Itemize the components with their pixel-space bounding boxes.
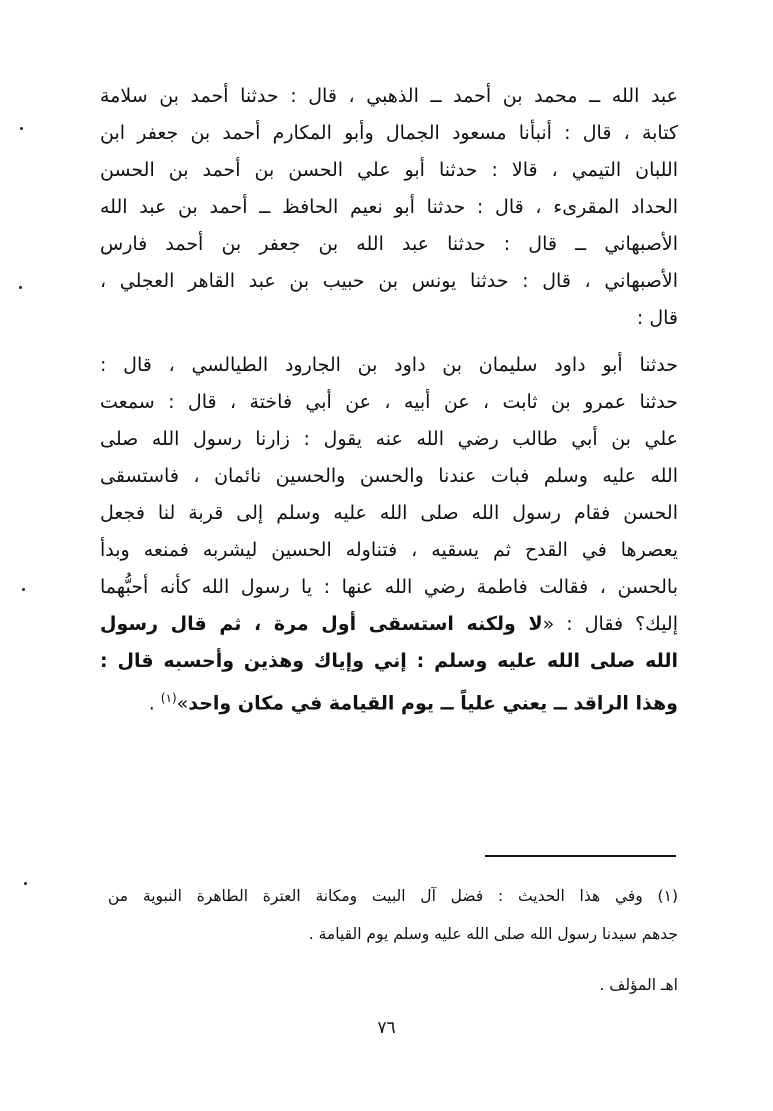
text-line: الحداد المقرىء ، قال : حدثنا أبو نعيم الحافظ ــ أحمد بن عبد الله <box>100 196 678 218</box>
footnote-line: (١) وفي هذا الحديث : فضل آل البيت ومكانة العترة الطاهرة النبوية من <box>108 887 678 905</box>
text-line: بالحسن ، فقالت فاطمة رضي الله عنها : يا رسول الله كأنه أحبُّهما <box>100 576 678 598</box>
footnote-line: جدهم سيدنا رسول الله صلى الله عليه وسلم يوم القيامة . <box>308 925 678 943</box>
margin-dot <box>19 286 22 289</box>
text-line: حدثنا عمرو بن ثابت ، عن أبيه ، عن أبي فاختة ، قال : سمعت <box>100 391 678 413</box>
text-end: . <box>148 692 161 715</box>
main-text <box>100 78 678 717</box>
paragraph-gap <box>100 337 678 347</box>
text-line: الحسن فقام رسول الله صلى الله عليه وسلم إلى قربة لنا فجعل <box>100 502 678 524</box>
footnote-ref: (١) <box>160 691 177 705</box>
text-line-bold: الله صلى الله عليه وسلم : إني وإياك وهذين وأحسبه قال : <box>100 650 678 672</box>
margin-dot <box>20 127 23 130</box>
author-note: اهـ المؤلف . <box>599 976 678 994</box>
text-line-mixed <box>100 606 678 643</box>
text-line: الأصبهاني ، قال : حدثنا يونس بن حبيب بن عبد القاهر العجلي ، <box>100 270 678 292</box>
footnote-divider <box>485 855 676 857</box>
text-line: الله عليه وسلم فبات عندنا والحسن والحسين نائمان ، فاستسقى <box>100 465 678 487</box>
text-line: اللبان التيمي ، قالا : حدثنا أبو علي الحسن بن أحمد بن الحسن <box>100 159 678 181</box>
text-line-final <box>100 680 678 717</box>
footnote <box>108 877 678 953</box>
text-line: الأصبهاني ــ قال : حدثنا عبد الله بن جعفر بن أحمد فارس <box>100 233 678 255</box>
text-line: عبد الله ــ محمد بن أحمد ــ الذهبي ، قال : حدثنا أحمد بن سلامة <box>100 85 678 107</box>
page-number: ٧٦ <box>377 1018 396 1038</box>
text-line: كتابة ، قال : أنبأنا مسعود الجمال وأبو المكارم أحمد بن جعفر ابن <box>100 122 678 144</box>
margin-dot <box>24 882 27 885</box>
text-normal: إليك؟ فقال : « <box>542 613 678 635</box>
margin-dot <box>22 588 25 591</box>
text-bold: وهذا الراقد ــ يعني علياً ــ يوم القيامة في مكان واحد <box>188 692 678 715</box>
text-line: يعصرها في القدح ثم يسقيه ، فتناوله الحسين ليشربه فمنعه وبدأ <box>100 539 678 561</box>
text-line: علي بن أبي طالب رضي الله عنه يقول : زارنا رسول الله صلى <box>100 428 678 450</box>
text-line: قال : <box>636 307 678 329</box>
paragraph-hadith <box>100 347 678 717</box>
text-bold: لا ولكنه استسقى أول مرة ، ثم قال رسول <box>100 613 543 635</box>
quote-close: » <box>176 692 189 715</box>
paragraph-isnad <box>100 78 678 337</box>
text-line: حدثنا أبو داود سليمان بن داود بن الجارود الطيالسي ، قال : <box>100 354 678 376</box>
